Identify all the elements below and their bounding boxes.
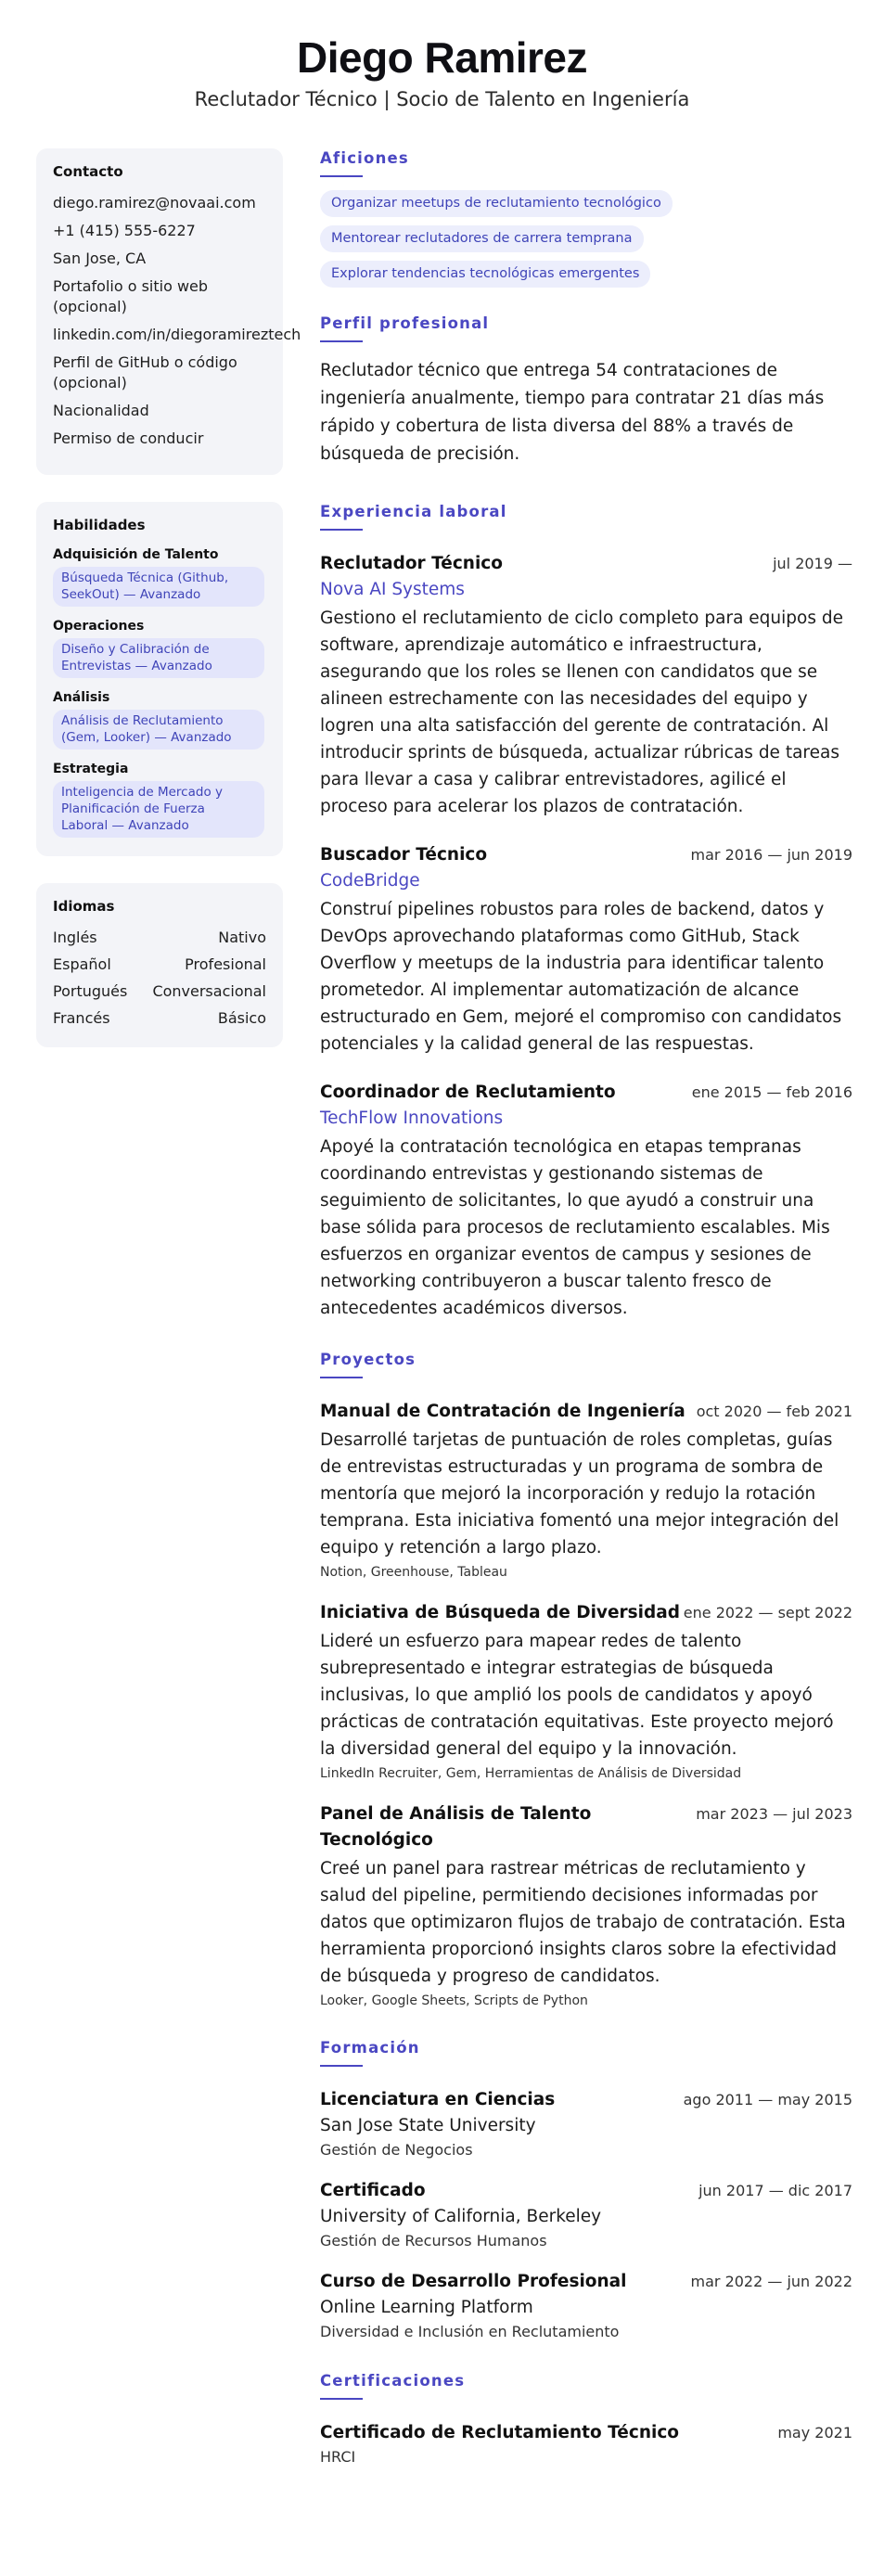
languages-title: Idiomas [53,898,115,915]
section-divider [320,529,363,531]
project-name: Panel de Análisis de Talento Tecnológico [320,1804,592,1850]
language-row [53,981,266,1002]
language-row [53,1008,266,1029]
project-description: Creé un panel para rastrear métricas de reclutamiento y salud del pipeline, permitiendo decisiones informadas por datos que optimizaron flujos de trabajo de contratación. Esta herramienta proporcionó insights claros sobre la efectividad de búsqueda y progreso de candidatos. [320,1859,846,1986]
contact-driving-license: Permiso de conducir [53,429,204,447]
project-description: Desarrollé tarjetas de puntuación de roles completas, guías de entrevistas estructuradas y un programa de sombra de mentoría que mejoró la incorporación y redujo la rotación temprana. Esta iniciativa fomentó una mejor integración del equipo y retención a largo plazo. [320,1430,839,1557]
job-description: Apoyé la contratación tecnológica en etapas tempranas coordinando entrevistas y gestionando sistemas de seguimiento de solicitantes, lo que ayudó a construir una base sólida para procesos de reclutamiento escalables. Mis esfuerzos en organizar eventos de campus y sesiones de networking contribuyeron a buscar talento fresco de antecedentes académicos diversos. [320,1137,830,1318]
section-divider [320,175,363,177]
project-entry [320,1801,852,2010]
school-name: Online Learning Platform [320,2298,533,2317]
project-description: Lideré un esfuerzo para mapear redes de talento subrepresentado e integrar estrategias de búsqueda inclusivas, lo que amplió los pools de candidatos y apoyó prácticas de contratación equitativas. Este proyecto mejoró la diversidad general del equipo y la innovación. [320,1632,834,1759]
job-dates: mar 2016 — jun 2019 [690,846,852,864]
skill-tag: Búsqueda Técnica (Github, SeekOut) — Avanzado [53,567,264,607]
candidate-name: Diego Ramirez [296,33,588,82]
language-row [53,928,266,948]
project-dates: oct 2020 — feb 2021 [696,1403,852,1420]
skill-tag: Inteligencia de Mercado y Planificación de Fuerza Laboral — Avanzado [53,781,264,838]
skill-group [53,546,266,607]
sidebar [36,148,301,1074]
education-entry [320,2087,852,2161]
profile-summary: Reclutador técnico que entrega 54 contrataciones de ingeniería anualmente, tiempo para contratar 21 días más rápido y cobertura de lista diversa del 88% a través de búsqueda de precisión. [320,361,825,464]
section-title: Formación [320,2039,420,2057]
languages-card [36,883,283,1047]
resume-header [0,32,884,113]
company-name: Nova AI Systems [320,580,465,599]
skill-tag: Análisis de Reclutamiento (Gem, Looker) — Avanzado [53,710,264,750]
education-section [320,2038,852,2343]
language-level: Conversacional [152,982,266,1000]
language-row [53,955,266,975]
skills-title: Habilidades [53,517,146,533]
education-dates: jun 2017 — dic 2017 [698,2182,852,2199]
section-title: Perfil profesional [320,314,490,332]
language-name: Francés [53,1009,110,1027]
section-divider [320,1377,363,1378]
contact-email[interactable]: diego.ramirez@novaai.com [53,194,256,211]
school-name: San Jose State University [320,2116,536,2135]
experience-entry [320,842,852,1057]
project-tools: LinkedIn Recruiter, Gem, Herramientas de Análisis de Diversidad [320,1766,742,1781]
skill-tag: Diseño y Calibración de Entrevistas — Avanzado [53,638,264,678]
field-of-study: Gestión de Recursos Humanos [320,2232,547,2249]
section-title: Certificaciones [320,2372,466,2390]
degree-name: Curso de Desarrollo Profesional [320,2272,627,2291]
experience-entry [320,1080,852,1322]
job-dates: ene 2015 — feb 2016 [691,1083,852,1101]
language-name: Español [53,955,111,973]
project-tools: Notion, Greenhouse, Tableau [320,1565,507,1580]
language-level: Básico [217,1009,266,1027]
field-of-study: Diversidad e Inclusión en Reclutamiento [320,2323,620,2340]
project-name: Manual de Contratación de Ingeniería [320,1402,685,1421]
job-title: Coordinador de Reclutamiento [320,1083,616,1102]
job-title: Reclutador Técnico [320,554,503,573]
section-title: Aficiones [320,149,409,167]
job-description: Construí pipelines robustos para roles de backend, datos y DevOps aprovechando plataformas como GitHub, Stack Overflow y meetups de la industria para identificar talento prometedor. Al implementar automatización de alcance estructurado en Gem, mejoré el compromiso con candidatos potenciales y la calidad general de las respuestas. [320,900,842,1054]
school-name: University of California, Berkeley [320,2207,602,2226]
contact-location: San Jose, CA [53,250,147,267]
skill-group [53,618,266,678]
section-divider [320,2398,363,2400]
skill-category: Estrategia [53,762,129,776]
skill-category: Operaciones [53,619,145,634]
education-dates: mar 2022 — jun 2022 [690,2273,852,2290]
certifications-section [320,2371,852,2468]
section-title: Experiencia laboral [320,503,507,520]
skill-category: Análisis [53,690,110,705]
language-level: Profesional [185,955,266,973]
experience-entry [320,551,852,820]
company-name: CodeBridge [320,871,420,891]
contact-title: Contacto [53,163,123,180]
job-description: Gestiono el reclutamiento de ciclo completo para equipos de software, aprendizaje automático e infraestructura, asegurando que los roles se llenen con candidatos que se alineen estrechamente con las necesidades del equipo y logren una alta satisfacción del gerente de contratación. Al introducir sprints de búsqueda, actualizar rúbricas de tareas para llevar a casa y calibrar entrevistadores, agilicé el proceso para acelerar los plazos de contratación. [320,609,843,816]
education-entry [320,2269,852,2343]
profile-section [320,314,852,468]
project-tools: Looker, Google Sheets, Scripts de Python [320,1993,588,2008]
job-title: Buscador Técnico [320,845,488,865]
hobbies-section [320,148,852,288]
skill-category: Adquisición de Talento [53,547,219,562]
education-entry [320,2178,852,2252]
job-dates: jul 2019 — [773,555,852,572]
candidate-headline: Reclutador Técnico | Socio de Talento en Ingeniería [194,88,690,110]
degree-name: Certificado [320,2181,426,2200]
company-name: TechFlow Innovations [320,1109,504,1128]
main-content [320,148,852,2496]
project-dates: mar 2023 — jul 2023 [696,1805,852,1823]
section-title: Proyectos [320,1351,416,1368]
degree-name: Licenciatura en Ciencias [320,2090,556,2109]
project-dates: ene 2022 — sept 2022 [683,1604,852,1621]
contact-portfolio[interactable]: Portafolio o sitio web (opcional) [53,277,209,315]
language-name: Inglés [53,929,97,946]
contact-phone[interactable]: +1 (415) 555-6227 [53,222,196,239]
skill-group [53,761,266,838]
project-entry [320,1600,852,1783]
project-name: Iniciativa de Búsqueda de Diversidad [320,1603,680,1622]
field-of-study: Gestión de Negocios [320,2141,473,2159]
certification-name: Certificado de Reclutamiento Técnico [320,2423,680,2442]
education-dates: ago 2011 — may 2015 [683,2091,852,2108]
experience-section [320,502,852,1322]
contact-nationality: Nacionalidad [53,402,149,419]
certification-date: may 2021 [777,2424,852,2441]
language-name: Portugués [53,982,128,1000]
hobby-tag: Explorar tendencias tecnológicas emergentes [320,261,650,288]
project-entry [320,1399,852,1582]
hobby-tag: Organizar meetups de reclutamiento tecnológico [320,190,673,217]
skills-card [36,502,283,856]
certification-entry [320,2420,852,2468]
certification-issuer: HRCI [320,2448,356,2466]
language-level: Nativo [218,929,266,946]
contact-card [36,148,301,475]
hobby-tag: Mentorear reclutadores de carrera temprana [320,225,644,252]
projects-section [320,1350,852,2010]
skill-group [53,689,266,750]
section-divider [320,2065,363,2067]
contact-linkedin[interactable]: linkedin.com/in/diegoramireztech [53,326,301,343]
section-divider [320,340,363,342]
contact-github[interactable]: Perfil de GitHub o código (opcional) [53,353,237,391]
